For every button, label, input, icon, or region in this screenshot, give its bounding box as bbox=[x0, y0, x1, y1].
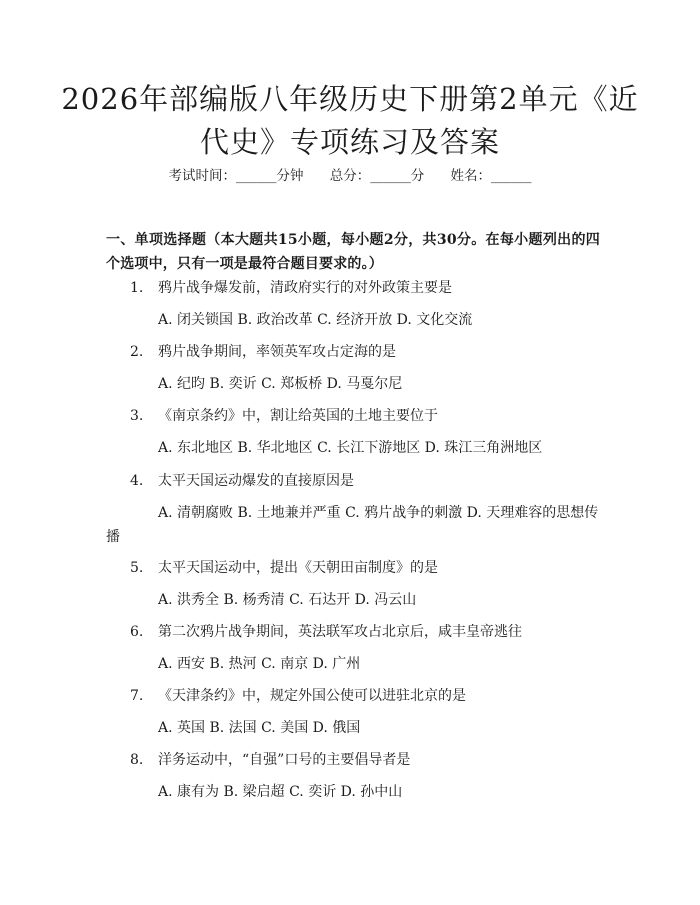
document-title bbox=[60, 78, 640, 164]
question-text: 洋务运动中，“自强”口号的主要倡导者是 bbox=[158, 752, 411, 768]
question-stem bbox=[130, 471, 354, 491]
question-stem bbox=[130, 278, 452, 298]
question-text: 鸦片战争期间，率领英军攻占定海的是 bbox=[158, 344, 396, 360]
exam-time: 考试时间：______分钟 bbox=[168, 168, 304, 184]
question-text: 太平天国运动中，提出《天朝田亩制度》的是 bbox=[158, 560, 438, 576]
question-number: 4. bbox=[130, 473, 144, 489]
question-number: 7. bbox=[130, 688, 144, 704]
title-line-2: 代史》专项练习及答案 bbox=[199, 125, 500, 159]
question-stem bbox=[130, 686, 466, 706]
question-text: 《天津条约》中，规定外国公使可以进驻北京的是 bbox=[158, 688, 466, 704]
question-options: A. 纪昀 B. 奕䜣 C. 郑板桥 D. 马戛尔尼 bbox=[158, 376, 403, 392]
question-options: A. 清朝腐败 B. 土地兼并严重 C. 鸦片战争的刺激 D. 天理难容的思想传播 bbox=[106, 505, 599, 545]
question-number: 1. bbox=[130, 280, 144, 296]
question-stem bbox=[130, 622, 522, 642]
question-number: 8. bbox=[130, 752, 144, 768]
question-number: 3. bbox=[130, 408, 144, 424]
question-number: 2. bbox=[130, 344, 144, 360]
question-options: A. 东北地区 B. 华北地区 C. 长江下游地区 D. 珠江三角洲地区 bbox=[158, 440, 543, 456]
exam-name: 姓名：______ bbox=[450, 168, 532, 184]
exam-info bbox=[0, 166, 700, 186]
question-text: 太平天国运动爆发的直接原因是 bbox=[158, 473, 354, 489]
exam-total-score: 总分：______分 bbox=[329, 168, 425, 184]
question-options: A. 康有为 B. 梁启超 C. 奕䜣 D. 孙中山 bbox=[158, 784, 403, 800]
question-text: 鸦片战争爆发前，清政府实行的对外政策主要是 bbox=[158, 280, 452, 296]
title-line-1: 2026年部编版八年级历史下册第2单元《近 bbox=[61, 82, 639, 116]
question-stem bbox=[130, 406, 438, 426]
question-options: A. 英国 B. 法国 C. 美国 D. 俄国 bbox=[158, 720, 361, 736]
question-stem bbox=[130, 750, 410, 770]
question-text: 《南京条约》中，割让给英国的土地主要位于 bbox=[158, 408, 438, 424]
section-header: 一、单项选择题（本大题共15小题，每小题2分，共30分。在每小题列出的四个选项中，只有一项是最符合题目要求的。） bbox=[106, 232, 600, 272]
question-number: 6. bbox=[130, 624, 144, 640]
question-text: 第二次鸦片战争期间，英法联军攻占北京后，咸丰皇帝逃往 bbox=[158, 624, 522, 640]
question-stem bbox=[130, 558, 438, 578]
question-stem bbox=[130, 342, 396, 362]
question-options: A. 闭关锁国 B. 政治改革 C. 经济开放 D. 文化交流 bbox=[158, 312, 473, 328]
question-options: A. 西安 B. 热河 C. 南京 D. 广州 bbox=[158, 656, 361, 672]
question-number: 5. bbox=[130, 560, 144, 576]
question-options: A. 洪秀全 B. 杨秀清 C. 石达开 D. 冯云山 bbox=[158, 592, 417, 608]
